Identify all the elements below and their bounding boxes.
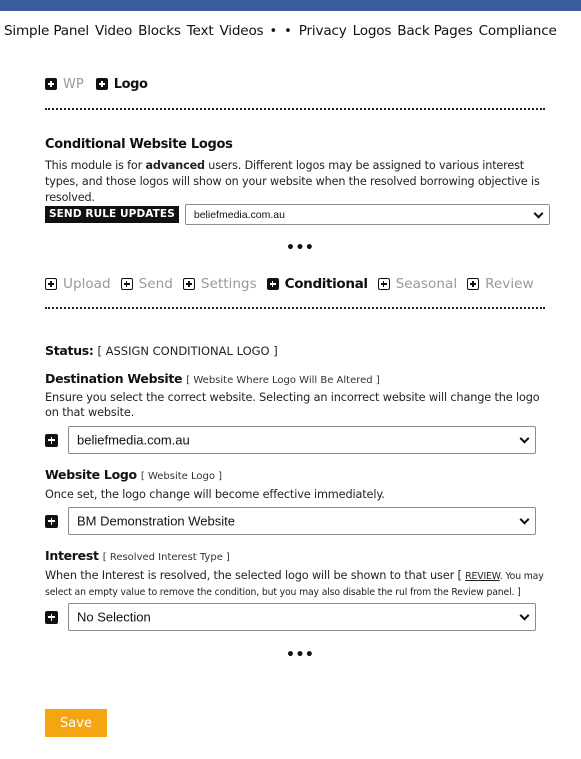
- chevron-down-icon: [520, 434, 530, 444]
- more-ellipsis[interactable]: •••: [286, 647, 315, 663]
- logo-row: [45, 507, 536, 535]
- nav-compliance[interactable]: Compliance: [478, 23, 557, 39]
- tab-label: Send: [138, 276, 173, 292]
- logo-select-value: BM Demonstration Website: [77, 513, 235, 529]
- interest-row: [45, 603, 536, 631]
- review-link[interactable]: REVIEW: [465, 571, 500, 582]
- tab-logo[interactable]: [96, 77, 148, 92]
- interest-select[interactable]: [68, 603, 536, 631]
- top-tabs: [45, 75, 160, 93]
- tab-conditional[interactable]: [267, 276, 368, 292]
- nav-separator: •: [284, 23, 292, 39]
- divider: [45, 108, 545, 110]
- module-title: Conditional Website Logos: [45, 137, 233, 152]
- tab-label: Upload: [63, 276, 111, 292]
- destination-select-value: beliefmedia.com.au: [77, 432, 190, 448]
- status-line: [45, 343, 278, 358]
- destination-description: Ensure you select the correct website. Selecting an incorrect website will change the logo on that website.: [45, 391, 540, 419]
- add-icon[interactable]: [45, 611, 58, 624]
- more-ellipsis[interactable]: •••: [286, 240, 315, 256]
- status-label: Status:: [45, 343, 94, 358]
- logo-select[interactable]: [68, 507, 536, 535]
- site-select-value: beliefmedia.com.au: [193, 208, 285, 221]
- nav-privacy[interactable]: Privacy: [298, 23, 347, 39]
- destination-hint: [ Website Where Logo Will Be Altered ]: [186, 375, 380, 386]
- tab-upload[interactable]: [45, 276, 111, 292]
- add-icon[interactable]: [45, 434, 58, 447]
- destination-select[interactable]: [68, 426, 536, 454]
- top-nav: [4, 20, 563, 42]
- send-rule-updates-button[interactable]: SEND RULE UPDATES: [45, 206, 179, 223]
- add-icon[interactable]: [45, 515, 58, 528]
- nav-separator: •: [269, 23, 278, 39]
- nav-blocks[interactable]: Blocks: [138, 23, 181, 39]
- nav-back-pages[interactable]: Back Pages: [397, 23, 473, 39]
- chevron-down-icon: [520, 611, 530, 621]
- destination-row: [45, 426, 536, 454]
- sub-tabs: [45, 275, 544, 293]
- plus-icon: [45, 78, 57, 90]
- tab-wp[interactable]: [45, 77, 84, 92]
- nav-videos[interactable]: Videos: [219, 23, 264, 39]
- tab-label: Review: [485, 276, 534, 292]
- plus-icon: [183, 278, 195, 290]
- chevron-down-icon: [533, 208, 543, 218]
- plus-icon: [467, 278, 479, 290]
- nav-simple-panel[interactable]: Simple Panel: [4, 23, 90, 39]
- plus-icon: [45, 278, 57, 290]
- tab-settings[interactable]: [183, 276, 257, 292]
- status-value: [ ASSIGN CONDITIONAL LOGO ]: [97, 344, 278, 358]
- tab-label: Conditional: [284, 276, 368, 292]
- tab-label: Settings: [200, 276, 257, 292]
- destination-label: Destination Website [ Website Where Logo Will Be Altered ]: [45, 371, 380, 386]
- plus-icon: [378, 278, 390, 290]
- interest-select-value: No Selection: [77, 609, 151, 625]
- interest-hint: [ Resolved Interest Type ]: [102, 552, 230, 563]
- nav-text[interactable]: Text: [186, 23, 214, 39]
- plus-icon: [267, 278, 279, 290]
- tab-label: WP: [63, 76, 84, 92]
- logo-description: Once set, the logo change will become effective immediately.: [45, 488, 385, 501]
- interest-description: When the Interest is resolved, the selected logo will be shown to that user [ REVIEW. You may select an empty value to remove the condition, but you may also disable the rul from the Review panel. ]: [45, 569, 544, 598]
- tab-send[interactable]: [121, 276, 173, 292]
- plus-icon: [121, 278, 133, 290]
- module-description: This module is for advanced users. Different logos may be assigned to various interest types, and those logos will show on your website when the resolved borrowing objective is resolved.: [45, 159, 540, 204]
- logo-label: Website Logo [ Website Logo ]: [45, 467, 223, 482]
- nav-logos[interactable]: Logos: [352, 23, 392, 39]
- rule-row: [45, 204, 550, 225]
- tab-label: Logo: [113, 76, 148, 92]
- plus-icon: [96, 78, 108, 90]
- tab-review[interactable]: [467, 276, 534, 292]
- chevron-down-icon: [520, 515, 530, 525]
- nav-video[interactable]: Video: [95, 23, 133, 39]
- site-select[interactable]: [185, 204, 550, 225]
- interest-label: Interest [ Resolved Interest Type ]: [45, 548, 230, 563]
- tab-label: Seasonal: [395, 276, 458, 292]
- divider: [45, 307, 545, 309]
- top-accent-bar: [0, 0, 581, 11]
- save-button[interactable]: Save: [45, 709, 107, 737]
- logo-hint: [ Website Logo ]: [140, 471, 223, 482]
- tab-seasonal[interactable]: [378, 276, 457, 292]
